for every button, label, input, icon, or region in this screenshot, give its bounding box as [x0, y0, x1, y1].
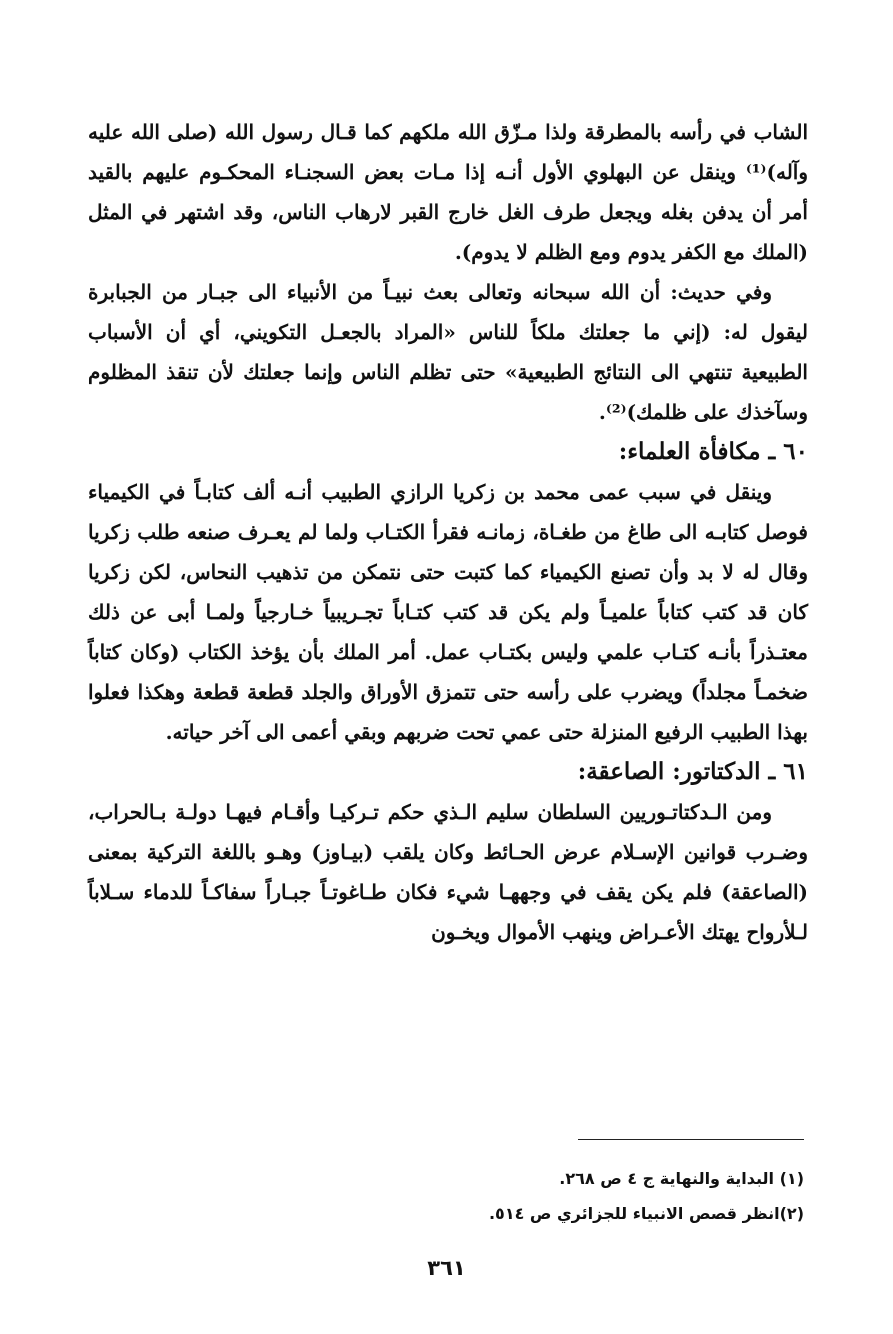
footnote-1: (١) البداية والنهاية ج ٤ ص ٢٦٨.: [559, 1169, 804, 1188]
footnote-divider: [578, 1139, 804, 1140]
paragraph-section-60: وينقل في سبب عمى محمد بن زكريا الرازي الطبيب أنـه ألف كتابـاً في الكيمياء فوصل كتابـه الى طاغ من طغـاة، زمانـه فقرأ الكتـاب ولما لم يعـرف صنعه طلب زكريا وقال له لا بد وأن تصنع الكيمياء كما كتبت حتى نتمكن من تذهيب النحاس، لكن زكريا كان قد كتب كتاباً علميـاً ولم يكن قد كتب كتـاباً تجـريبياً خـارجياً ولمـا أبى عن ذلك معتـذراً بأنـه كتـاب علمي وليس بكتـاب عمل. أمر الملك بأن يؤخذ الكتاب (وكان كتاباً ضخمـاً مجلداً) ويضرب على رأسه حتى تتمزق الأوراق والجلد قطعة قطعة وهكذا فعلوا بهذا الطبيب الرفيع المنزلة حتى عمي تحت ضربهم وبقي أعمى الى آخر حياته.: [88, 480, 808, 744]
paragraph-section-61: ومن الـدكتاتـوريين السلطان سليم الـذي حكم تـركيـا وأقـام فيهـا دولـة بـالحراب، وضـرب قوانين الإسـلام عرض الحـائط وكان يلقب (بيـاوز) وهـو باللغة التركية بمعنى (الصاعقة) فلم يكن يقف في وجههـا شيء فكان طـاغوتـاً جبـاراً سفاكـاً للدماء سـلاباً لـلأرواح يهتك الأعـراض وينهب الأموال ويخـون: [88, 800, 808, 944]
page-body: [88, 112, 808, 952]
page-number: ٣٦١: [427, 1256, 466, 1280]
paragraph-continuation: الشاب في رأسه بالمطرقة ولذا مـزّق الله ملكهم كما قـال رسول الله (صلى الله عليه وآله)⁽¹⁾ وينقل عن البهلوي الأول أنـه إذا مـات بعض السجنـاء المحكـوم عليهم بالقيد أمر أن يدفن بغله ويجعل طرف الغل خارج القبر لارهاب الناس، وقد اشتهر في المثل (الملك مع الكفر يدوم ومع الظلم لا يدوم).: [88, 120, 808, 264]
section-heading-60: ٦٠ ـ مكافأة العلماء:: [618, 438, 808, 465]
footnote-2: (٢)انظر قصص الانبياء للجزائري ص ٥١٤.: [488, 1204, 804, 1223]
paragraph-hadith: وفي حديث: أن الله سبحانه وتعالى بعث نبيـاً من الأنبياء الى جبـار من الجبابرة ليقول له: (إني ما جعلتك ملكاً للناس «المراد بالجعـل التكويني، أي أن الأسباب الطبيعية تنتهي الى النتائج الطبيعية» حتى تظلم الناس وإنما جعلتك لأن تنقذ المظلوم وسآخذك على ظلمك)⁽²⁾.: [88, 280, 808, 424]
footnotes: [88, 1161, 804, 1231]
section-heading-61: ٦١ ـ الدكتاتور: الصاعقة:: [577, 758, 808, 785]
